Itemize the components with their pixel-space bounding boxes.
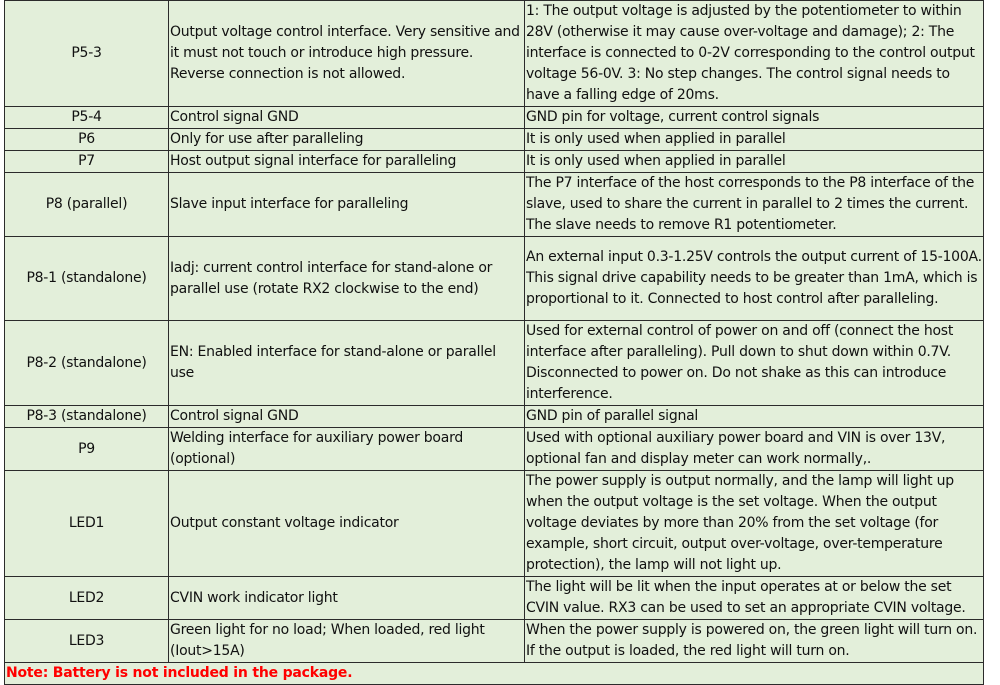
function-cell: Slave input interface for paralleling	[169, 173, 525, 237]
description-cell: It is only used when applied in parallel	[525, 129, 984, 151]
pin-cell: LED2	[5, 577, 169, 620]
pin-cell: P7	[5, 151, 169, 173]
pin-cell: P8 (parallel)	[5, 173, 169, 237]
table-row	[5, 151, 984, 173]
function-cell: Control signal GND	[169, 406, 525, 428]
pin-cell: P6	[5, 129, 169, 151]
pin-cell: LED1	[5, 471, 169, 577]
description-cell: When the power supply is powered on, the green light will turn on. If the output is loaded, the red light will turn on.	[525, 620, 984, 663]
pin-cell: P8-1 (standalone)	[5, 237, 169, 321]
table-row	[5, 620, 984, 663]
function-cell: Control signal GND	[169, 107, 525, 129]
description-cell: GND pin for voltage, current control signals	[525, 107, 984, 129]
table-row	[5, 107, 984, 129]
description-cell: It is only used when applied in parallel	[525, 151, 984, 173]
description-cell: GND pin of parallel signal	[525, 406, 984, 428]
pin-cell: P8-2 (standalone)	[5, 321, 169, 406]
function-cell: Host output signal interface for paralleling	[169, 151, 525, 173]
pin-cell: P9	[5, 428, 169, 471]
function-cell: Output constant voltage indicator	[169, 471, 525, 577]
description-cell: The P7 interface of the host corresponds to the P8 interface of the slave, used to share the current in parallel to 2 times the current. The slave needs to remove R1 potentiometer.	[525, 173, 984, 237]
function-cell: Iadj: current control interface for stand-alone or parallel use (rotate RX2 clockwise to the end)	[169, 237, 525, 321]
table-row	[5, 577, 984, 620]
description-cell: An external input 0.3-1.25V controls the output current of 15-100A. This signal drive capability needs to be greater than 1mA, which is proportional to it. Connected to host control after paralleling.	[525, 237, 984, 321]
pin-cell: P5-3	[5, 1, 169, 107]
function-cell: Only for use after paralleling	[169, 129, 525, 151]
table-row	[5, 1, 984, 107]
pin-cell: P5-4	[5, 107, 169, 129]
description-cell: 1: The output voltage is adjusted by the potentiometer to within 28V (otherwise it may cause over-voltage and damage); 2: The interface is connected to 0-2V corresponding to the control output voltage 56-0V. 3: No step changes. The control signal needs to have a falling edge of 20ms.	[525, 1, 984, 107]
pin-cell: P8-3 (standalone)	[5, 406, 169, 428]
table-row	[5, 173, 984, 237]
function-cell: Output voltage control interface. Very sensitive and it must not touch or introduce high pressure. Reverse connection is not allowed.	[169, 1, 525, 107]
table-row	[5, 428, 984, 471]
pin-description-table	[4, 0, 984, 685]
description-cell: The power supply is output normally, and the lamp will light up when the output voltage is the set voltage. When the output voltage deviates by more than 20% from the set voltage (for example, short circuit, output over-voltage, over-temperature protection), the lamp will not light up.	[525, 471, 984, 577]
table-row	[5, 321, 984, 406]
function-cell: EN: Enabled interface for stand-alone or parallel use	[169, 321, 525, 406]
table-row	[5, 406, 984, 428]
description-cell: Used for external control of power on and off (connect the host interface after paralleling). Pull down to shut down within 0.7V. Disconnected to power on. Do not shake as this can introduce interference.	[525, 321, 984, 406]
function-cell: CVIN work indicator light	[169, 577, 525, 620]
description-cell: Used with optional auxiliary power board and VIN is over 13V, optional fan and display meter can work normally,.	[525, 428, 984, 471]
table-row	[5, 237, 984, 321]
note-row	[5, 663, 984, 685]
table-row	[5, 129, 984, 151]
description-cell: The light will be lit when the input operates at or below the set CVIN value. RX3 can be used to set an appropriate CVIN voltage.	[525, 577, 984, 620]
function-cell: Green light for no load; When loaded, red light (Iout>15A)	[169, 620, 525, 663]
pin-cell: LED3	[5, 620, 169, 663]
table-row	[5, 471, 984, 577]
battery-note: Note: Battery is not included in the package.	[5, 663, 984, 685]
function-cell: Welding interface for auxiliary power board (optional)	[169, 428, 525, 471]
